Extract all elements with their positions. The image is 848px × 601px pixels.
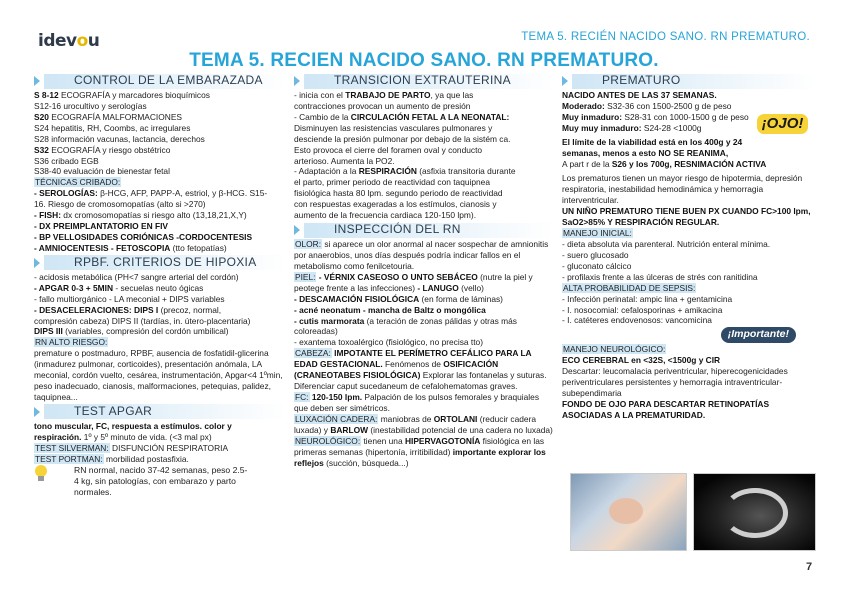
transicion-item: fisiológica hasta 80 lpm. segundo periodo de reactividad: [294, 188, 503, 199]
sepsis-item: - I. nosocomial: cefalosporinas + amikacina: [562, 304, 723, 315]
prematuro-item: NACIDO ANTES DE LAS 37 SEMANAS.: [562, 90, 717, 100]
sepsis-item: - Infección perinatal: ampic lina + gentamicina: [562, 293, 733, 304]
transicion-item: arterioso. Aumenta la PO2.: [294, 155, 395, 166]
arrow-icon: [34, 76, 40, 86]
premature-baby-photo: [570, 473, 687, 551]
tecnica-item: - DX PREIMPLANTATORIO EN FIV: [34, 221, 169, 232]
section-header-apgar: TEST APGAR: [34, 404, 286, 420]
viabilidad-block: El límite de la viabilidad está en los 400g y 24 semanas, menos a esto NO SE REANIMA, A part r de la S26 y los 700g, RESNIMACIÓN ACTIVA: [562, 136, 767, 169]
fondo-ojo-text: FONDO DE OJO PARA DESCARTAR RETINOPATÍAS ASOCIADAS A LA PREMATURIDAD.: [562, 398, 770, 420]
brain-ultrasound-photo: [693, 473, 816, 551]
control-item: S28 información vacunas, lactancia, derechos: [34, 133, 205, 144]
importante-badge: ¡Importante!: [721, 327, 796, 343]
manejo-item: - dieta absoluta via parenteral. Nutrición enteral mínima.: [562, 238, 771, 249]
transicion-item: Esto provoca el cierre del foramen oval y conducto: [294, 144, 483, 155]
tecnica-item: - BP VELLOSIDADES CORIÓNICAS -CORDOCENTESIS: [34, 231, 253, 242]
transicion-list: [294, 90, 554, 221]
piel-item: - DESCAMACIÓN FISIOLÓGICA (en forma de láminas): [294, 293, 503, 304]
prematuro-item: Moderado: S32-36 con 1500-2500 g de peso: [562, 100, 732, 111]
portman-line: TEST PORTMAN: morbilidad postasfixia.: [35, 453, 189, 464]
rpbf-item: - DESACELERACIONES: DIPS I (precoz, normal,: [34, 304, 222, 315]
control-item: S38-40 evaluación de bienestar fetal: [34, 166, 170, 177]
normal-rn-note: RN normal, nacido 37-42 semanas, peso 2.5-4 kg, sin patologías, con embarazo y parto normales.: [34, 465, 286, 499]
column-right: [562, 72, 816, 420]
section-header-rpbf: RPBF. CRITERIOS DE HIPOXIA: [34, 255, 286, 271]
transicion-item: aumento de la frecuencia cardiaca 120-150 lpm).: [294, 210, 477, 221]
control-item: S32 ECOGRAFÍA y riesgo obstétrico: [34, 144, 171, 155]
section-header-prematuro: PREMATURO: [562, 73, 816, 89]
section-header-transicion: TRANSICION EXTRAUTERINA: [294, 73, 554, 89]
page-title: TEMA 5. RECIEN NACIDO SANO. RN PREMATURO.: [189, 50, 659, 71]
transicion-item: - Cambio de la CIRCULACIÓN FETAL A LA NEONATAL:: [294, 111, 510, 122]
manejo-item: - suero glucosado: [562, 249, 629, 260]
photos: [570, 473, 816, 551]
tecnica-item: - AMNIOCENTESIS - FETOSCOPIA (tto fetopatías): [34, 242, 227, 253]
piel-item: - cutis marmorata (a teración de zonas pálidas y otras más: [294, 315, 517, 326]
tecnicas-list: [34, 188, 286, 254]
section-header-control: CONTROL DE LA EMBARAZADA: [34, 73, 286, 89]
transicion-item: - Adaptación a la RESPIRACIÓN (asfixia transitoria durante: [294, 166, 516, 177]
fc-text: FC: 120-150 lpm. Palpación de los pulsos femorales y braquiales que deben ser simétricos.: [294, 391, 540, 413]
manejo-inicial-label: MANEJO INICIAL:: [563, 228, 632, 239]
prematuro-riesgo: Los prematuros tienen un mayor riesgo de hipotermia, depresión respiratoria, inestabilidad hemodinámica y hemorragia interventricular.: [562, 173, 803, 206]
prematuro-item: Muy inmaduro: S28-31 con 1000-1500 g de peso: [562, 111, 749, 122]
control-item: S36 cribado EGB: [34, 155, 99, 166]
piel-text: PIEL: - VÉRNIX CASEOSO O UNTO SEBÁCEO (nutre la piel y peotege frente a las infecciones) - LANUGO (vello): [294, 271, 533, 293]
riesgo-text: premature o postmaduro, RPBF, ausencia de fosfatidil-glicerina (inmadurez pulmonar, corticoides), presentación anómala, LA meconial, cordón vuelto, cesárea, instrumentación, Apgar<4 1ºmin, peso inadecuado, cianosis, malformaciones, petequias, palidez, taquipnea...: [34, 348, 283, 402]
riesgo-label: RN ALTO RIESGO:: [35, 337, 108, 348]
eco-cerebral: ECO CEREBRAL en <32S, <1500g y CIR: [562, 354, 721, 365]
transicion-item: contracciones provocan un aumento de presión: [294, 100, 471, 111]
olor-text: OLOR: si aparece un olor anormal al nacer sospechar de amnionitis por anaerobios, unos días después podría indicar fallos en el metabolismo como fenilcetouria.: [294, 239, 549, 271]
luxacion-text: LUXACIÓN CADERA: maniobras de ORTOLANI (reducir cadera luxada) y BARLOW (inestabilidad potencial de una cadera no luxada): [294, 413, 553, 435]
manejo-neuro-label: MANEJO NEUROLÓGICO:: [563, 344, 666, 354]
arrow-icon: [34, 258, 40, 268]
arrow-icon: [294, 76, 300, 86]
transicion-item: Disminuyen las resistencias vasculares pulmonares y: [294, 122, 493, 133]
page-number: 7: [806, 561, 813, 573]
piel-list: [294, 294, 554, 349]
arrow-icon: [34, 407, 40, 417]
prematuro-item: Muy muy inmaduro: S24-28 <1000g: [562, 122, 702, 133]
sepsis-list: [562, 294, 816, 327]
sepsis-label: ALTA PROBABILIDAD DE SEPSIS:: [563, 282, 696, 293]
manejo-item: - profilaxis frente a las úlceras de strés con ranitidina: [562, 271, 758, 282]
neuro-text: NEUROLÓGICO: tienen una HIPERVAGOTONÍA fisiológica en las primeras semanas (hipertonía, irritibilidad) importante explorar los reflejos (succión, búsqueda...): [294, 435, 546, 468]
rpbf-item: - fallo multiorgánico - LA meconial + DIPS variables: [34, 293, 225, 304]
brand-logo: idevou: [38, 31, 100, 51]
transicion-item: desciende la presión pulmonar por debajo de la sistém ca.: [294, 133, 511, 144]
prematuro-px: UN NIÑO PREMATURO TIENE BUEN PX CUANDO FC>100 lpm, SaO2>85% Y RESPIRACIÓN REGULAR.: [562, 206, 811, 228]
silverman-line: TEST SILVERMAN: DISFUNCIÓN RESPIRATORIA: [35, 442, 229, 453]
piel-item: - exantema toxoalérgico (fisiológico, no precisa tto): [294, 337, 483, 348]
tecnicas-label: TÉCNICAS CRIBADO:: [35, 177, 121, 188]
control-list: [34, 90, 286, 177]
descartar-text: Descartar: leucomalacia periventricular, hiperecogenicidades periventriculares persistentes y hemorragia intraventricular- subependimaria: [562, 365, 788, 398]
header-title: TEMA 5. RECIÉN NACIDO SANO. RN PREMATURO.: [521, 31, 810, 43]
transicion-item: - inicia con el TRABAJO DE PARTO, ya que las: [294, 90, 474, 100]
arrow-icon: [562, 76, 568, 86]
piel-item: coloreadas): [294, 326, 338, 337]
control-item: S 8-12 ECOGRAFÍA y marcadores bioquímicos: [34, 90, 210, 100]
lightbulb-icon: [34, 465, 48, 483]
transicion-item: con respuestas exageradas a los estímulos, cianosis y: [294, 199, 497, 210]
tecnica-item: 16. Riesgo de cromosomopatías (alto si >270): [34, 199, 206, 210]
apgar-line-1: tono muscular, FC, respuesta a estímulos. color y: [34, 420, 232, 431]
rpbf-item: DIPS III (variables, compresión del cordón umbilical): [34, 326, 229, 337]
control-item: S12-16 urocultivo y serologías: [34, 100, 147, 111]
manejo-item: - gluconato cálcico: [562, 260, 632, 271]
arrow-icon: [294, 225, 300, 235]
page-header: [0, 0, 848, 51]
rpbf-item: - APGAR 0-3 + 5MIN - secuelas neuto ógicas: [34, 282, 204, 293]
sepsis-item: - I. catéteres endovenosos: vancomicina: [562, 315, 712, 326]
column-middle: [294, 72, 554, 468]
cabeza-text: CABEZA: IMPOTANTE EL PERÍMETRO CEFÁLICO PARA LA EDAD GESTACIONAL. Fenómenos de OSIFICACIÓN (CRANEOTABES FISIOLÓGICA) Explorar las fontanelas y suturas. Diferenciar caput sucedaneum de cefalohematomas graves.: [294, 348, 547, 392]
rpbf-list: [34, 272, 286, 338]
piel-item: - acné neonatum - mancha de Baltz o mongólica: [294, 304, 486, 315]
ojo-badge: ¡OJO!: [757, 114, 809, 134]
control-item: S20 ECOGRAFÍA MALFORMACIONES: [34, 111, 182, 122]
prematuro-block: [562, 90, 816, 134]
section-header-inspeccion: INSPECCIÓN DEL RN: [294, 222, 554, 238]
tecnica-item: - SEROLOGÍAS: β-HCG, AFP, PAPP-A, estriol, y β-HCG. S15-: [34, 188, 268, 199]
transicion-item: el parto, primer periodo de reactividad con taquipnea: [294, 177, 491, 188]
column-left: [34, 72, 286, 498]
prematuro-list: [562, 90, 749, 134]
apgar-line-2: respiración. 1º y 5º minuto de vida. (<3 mal px): [34, 431, 212, 442]
control-item: S24 hepatitis, RH, Coombs, ac irregulares: [34, 122, 191, 133]
tecnica-item: - FISH: dx cromosomopatías si riesgo alto (13,18,21,X,Y): [34, 210, 247, 221]
manejo-inicial-list: [562, 239, 816, 283]
rpbf-item: compresión cabeza) DIPS II (tardías, in. útero-placentaria): [34, 315, 251, 326]
rpbf-item: - acidosis metabólica (PH<7 sangre arterial del cordón): [34, 271, 239, 282]
